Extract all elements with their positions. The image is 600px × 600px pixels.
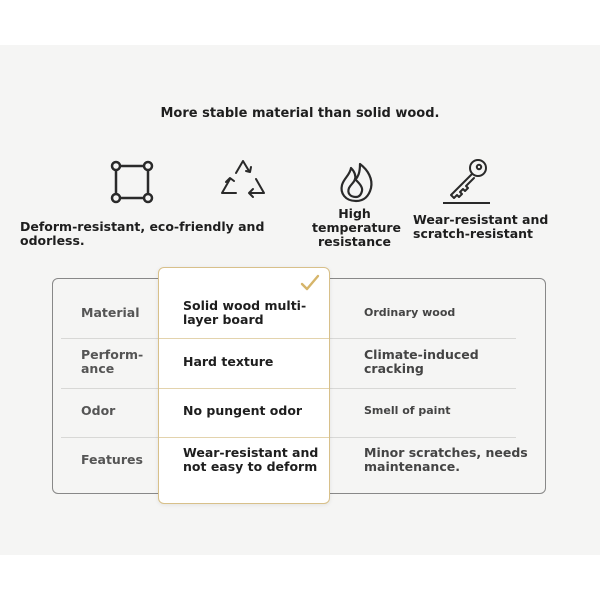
other-material: Ordinary wood xyxy=(364,306,456,319)
row-divider xyxy=(61,437,158,438)
highlight-divider xyxy=(159,338,329,339)
other-odor: Smell of paint xyxy=(364,404,451,417)
row-divider xyxy=(330,388,516,389)
row-label-material: Material xyxy=(81,305,140,320)
row-divider xyxy=(61,338,158,339)
row-label-odor: Odor xyxy=(81,403,116,418)
row-divider xyxy=(330,338,516,339)
headline: More stable material than solid wood. xyxy=(160,106,440,121)
flame-icon xyxy=(336,160,376,204)
row-label-performance: Perform-ance xyxy=(81,347,144,376)
ours-features: Wear-resistant and not easy to deform xyxy=(183,445,319,474)
key-underline xyxy=(443,202,490,204)
highlight-divider xyxy=(159,437,329,438)
feature-label-deform: Deform-resistant, eco-friendly and odorless. xyxy=(20,219,265,248)
ours-odor: No pungent odor xyxy=(183,403,303,418)
recycle-icon xyxy=(216,155,270,207)
row-divider xyxy=(330,437,516,438)
ours-material: Solid wood multi-layer board xyxy=(183,298,307,327)
other-features: Minor scratches, needs maintenance. xyxy=(364,445,528,474)
checkmark-icon xyxy=(300,274,320,296)
ours-performance: Hard texture xyxy=(183,354,274,369)
key-icon xyxy=(443,157,491,205)
feature-label-wear: Wear-resistant and scratch-resistant xyxy=(413,212,549,241)
other-performance: Climate-induced cracking xyxy=(364,347,479,376)
row-label-features: Features xyxy=(81,452,143,467)
highlight-divider xyxy=(159,388,329,389)
feature-label-heat: High temperature resistance xyxy=(312,206,402,249)
frame-icon xyxy=(110,160,154,204)
row-divider xyxy=(61,388,158,389)
